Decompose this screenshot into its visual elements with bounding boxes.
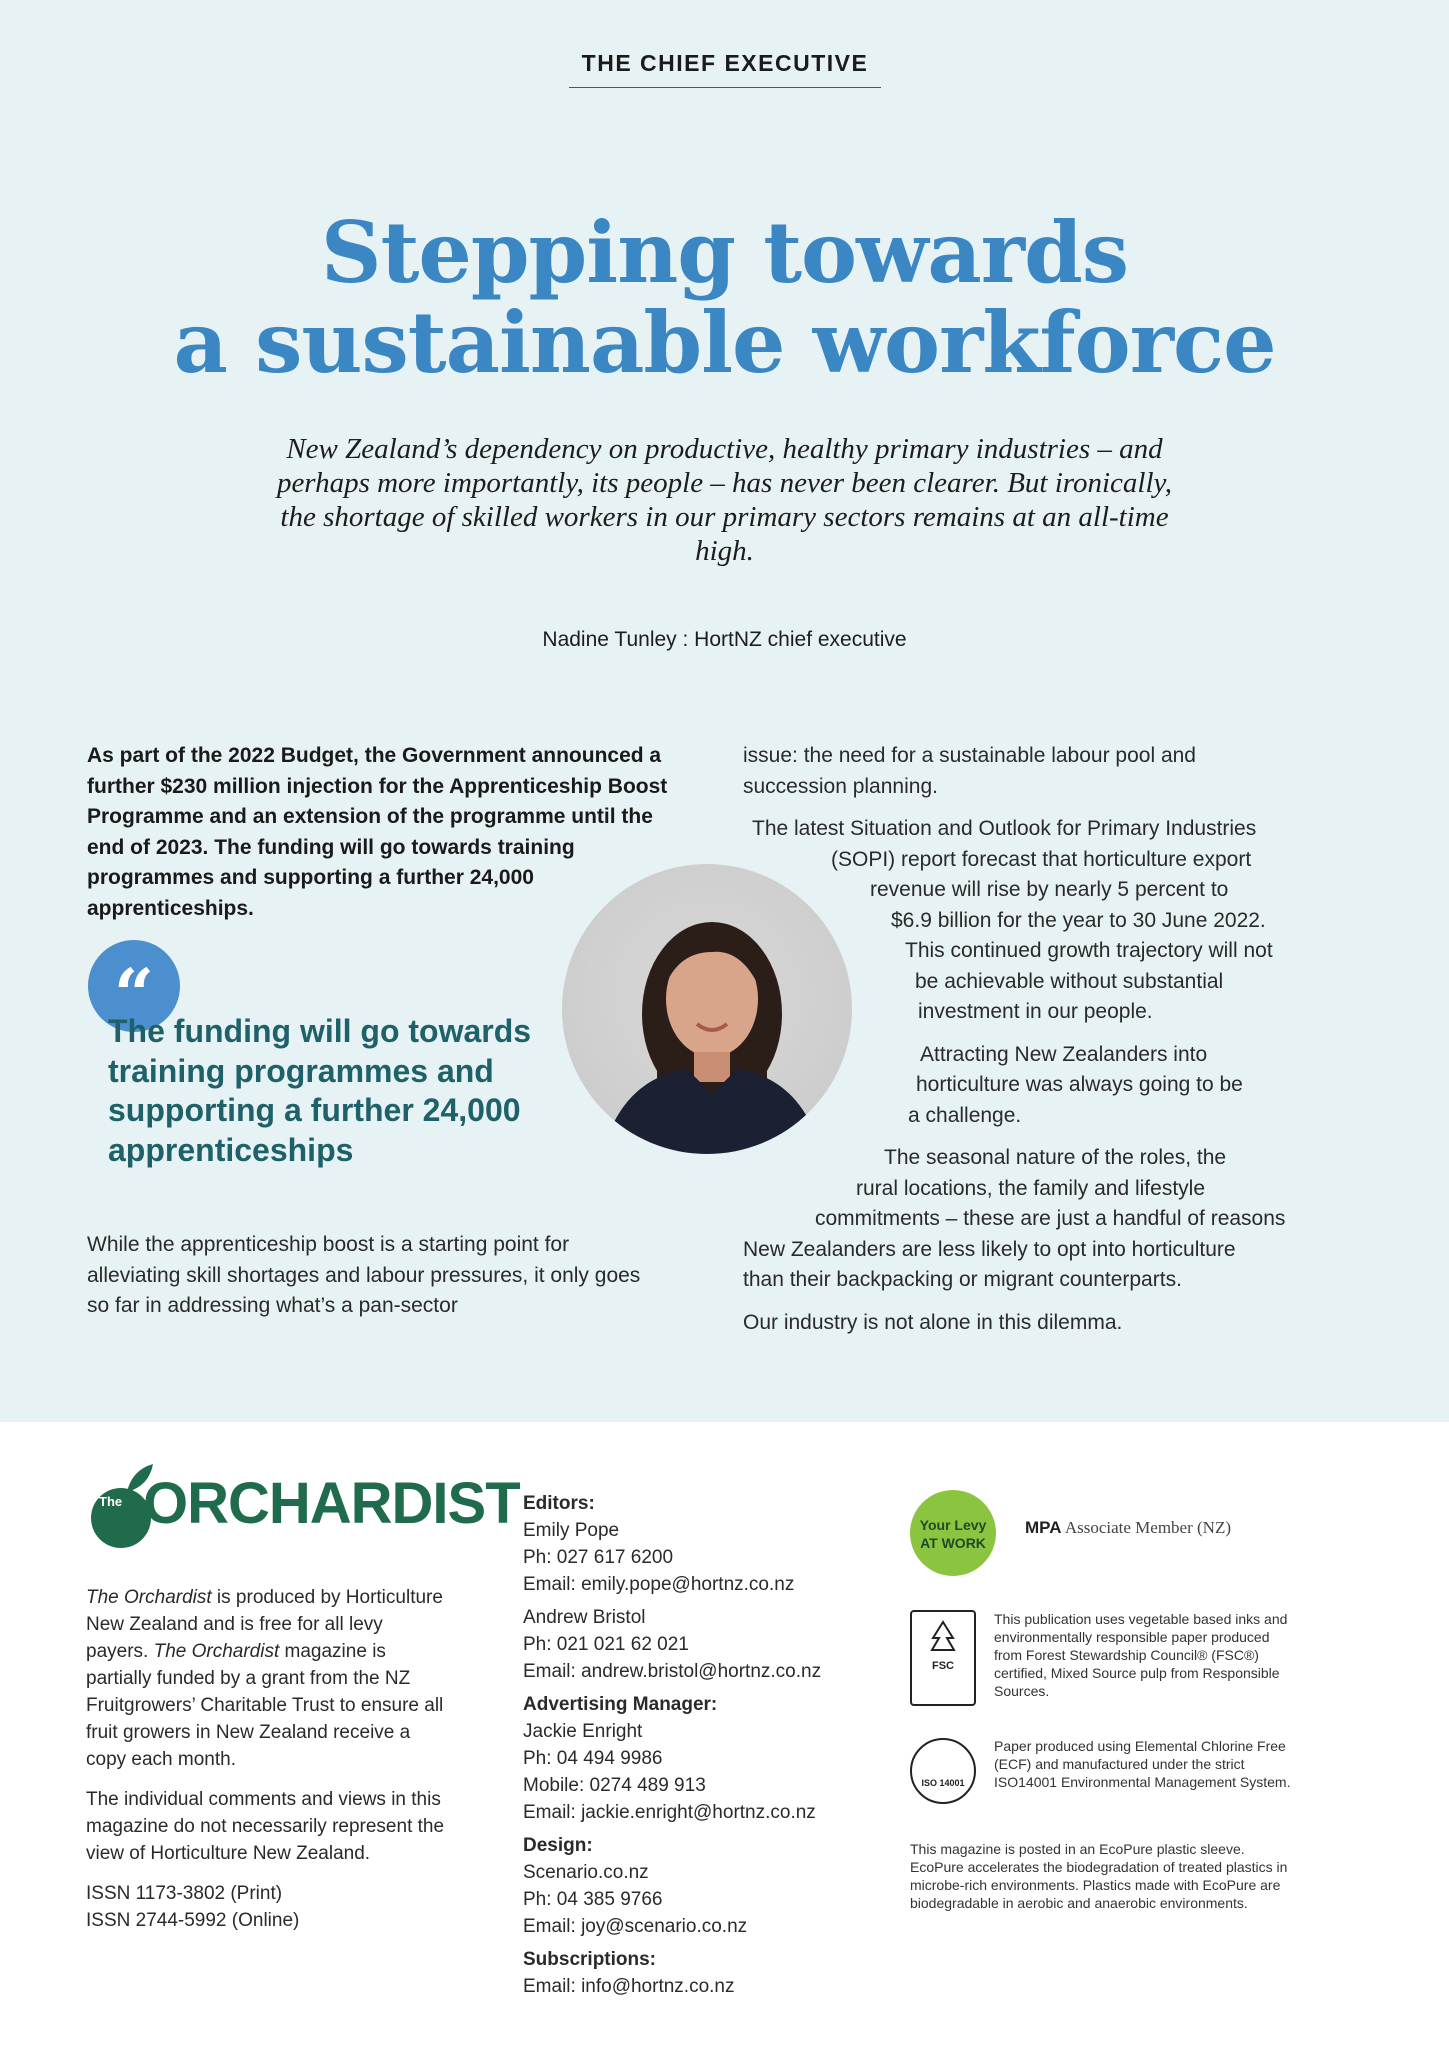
right-column: [743, 741, 1343, 1338]
right-line: $6.9 billion for the year to 30 June 2022.: [891, 908, 1266, 932]
lead-paragraph: As part of the 2022 Budget, the Government announced a further $230 million injection for the Apprenticeship Boost Programme and an extension of the programme until the end of 2023. The funding will go towards training programmes and supporting a further 24,000 apprenticeships.: [87, 744, 668, 920]
blurb-paragraph: [86, 1584, 446, 1773]
fsc-label: FSC: [932, 1660, 954, 1672]
right-line: be achievable without substantial: [915, 969, 1224, 993]
section-label: THE CHIEF EXECUTIVE: [569, 50, 881, 88]
right-line: revenue will rise by nearly 5 percent to: [870, 878, 1229, 901]
mpa-membership: [1025, 1518, 1231, 1538]
design-heading: Design:: [523, 1835, 593, 1856]
design-name: Scenario.co.nz: [523, 1862, 649, 1883]
right-line: (SOPI) report forecast that horticulture export: [831, 847, 1252, 871]
levy-line-2: AT WORK: [920, 1535, 986, 1551]
disclaimer: The individual comments and views in this magazine do not necessarily represent the view of Horticulture New Zealand.: [86, 1789, 445, 1864]
headline: [0, 203, 1449, 392]
right-line: horticulture was always going to be: [916, 1073, 1243, 1096]
editor-email[interactable]: Email: andrew.bristol@hortnz.co.nz: [523, 1661, 822, 1682]
advertising-heading: Advertising Manager:: [523, 1694, 718, 1715]
blurb-text: magazine is partially funded by a grant from the NZ Fruitgrowers’ Charitable Trust to ensure all fruit growers in New Zealand receive a copy each month.: [86, 1641, 444, 1770]
headline-line-2: a sustainable workforce: [173, 293, 1276, 392]
contacts: [523, 1490, 883, 2006]
editor-phone: Ph: 021 021 62 021: [523, 1634, 689, 1655]
advertising-name: Jackie Enright: [523, 1721, 643, 1742]
standfirst: New Zealand’s dependency on productive, healthy primary industries – and perhaps more importantly, its people – has never been clearer. But ironically, the shortage of skilled workers in our primary sectors remains at an all-time high.: [276, 433, 1173, 567]
right-line: commitments – these are just a handful of reasons: [815, 1207, 1286, 1230]
right-line: Attracting New Zealanders into: [920, 1042, 1208, 1066]
design-phone: Ph: 04 385 9766: [523, 1889, 663, 1910]
right-line: The latest Situation and Outlook for Primary Industries: [752, 817, 1257, 840]
advertising-mobile: Mobile: 0274 489 913: [523, 1775, 706, 1796]
byline: Nadine Tunley : HortNZ chief executive: [542, 628, 907, 651]
title-italic: The Orchardist: [153, 1641, 280, 1662]
right-line: investment in our people.: [918, 1000, 1153, 1023]
editors-heading: Editors:: [523, 1493, 595, 1514]
mpa-text: Associate Member (NZ): [1061, 1518, 1231, 1537]
iso-logo-icon: ISO 14001: [910, 1738, 976, 1804]
pull-quote: The funding will go towards training programmes and supporting a further 24,000 apprenticeships: [108, 1013, 532, 1168]
ecopure-statement: This magazine is posted in an EcoPure plastic sleeve. EcoPure accelerates the biodegradation of treated plastics in microbe-rich environments. Plastics made with EcoPure are biodegradable in aerobic and anaerobic environments.: [910, 1841, 1288, 1911]
issn-print: ISSN 1173-3802 (Print): [86, 1883, 283, 1904]
fsc-logo-icon: [910, 1610, 976, 1706]
body-paragraph-left: While the apprenticeship boost is a starting point for alleviating skill shortages and labour pressures, it only goes so far in addressing what’s a pan-sector: [87, 1233, 641, 1317]
levy-badge: [910, 1490, 996, 1576]
quote-mark-icon: “: [88, 940, 180, 1032]
issn-online: ISSN 2744-5992 (Online): [86, 1910, 300, 1931]
right-line: The seasonal nature of the roles, the: [884, 1146, 1227, 1169]
right-line: a challenge.: [908, 1103, 1022, 1127]
right-line: rural locations, the family and lifestyle: [856, 1176, 1205, 1200]
right-line: This continued growth trajectory will not: [905, 939, 1273, 962]
logo-the: The: [99, 1494, 123, 1509]
orchardist-logo: [87, 1462, 520, 1554]
title-italic: The Orchardist: [86, 1587, 212, 1608]
right-line: succession planning.: [743, 774, 938, 798]
editor-email[interactable]: Email: emily.pope@hortnz.co.nz: [523, 1574, 795, 1595]
right-line: issue: the need for a sustainable labour pool and: [743, 744, 1196, 767]
advertising-phone: Ph: 04 494 9986: [523, 1748, 663, 1769]
publication-blurb: [86, 1584, 446, 1934]
editor-name: Emily Pope: [523, 1520, 620, 1541]
advertising-email[interactable]: Email: jackie.enright@hortnz.co.nz: [523, 1802, 816, 1823]
subscriptions-email[interactable]: Email: info@hortnz.co.nz: [523, 1976, 735, 1997]
levy-line-1: Your Levy: [919, 1517, 987, 1533]
design-email[interactable]: Email: joy@scenario.co.nz: [523, 1916, 748, 1937]
right-line: New Zealanders are less likely to opt into horticulture: [743, 1237, 1236, 1261]
mpa-logo: MPA: [1025, 1518, 1062, 1537]
tree-icon: [928, 1618, 958, 1658]
editor-name: Andrew Bristol: [523, 1607, 646, 1628]
right-line: Our industry is not alone in this dilemma.: [743, 1310, 1123, 1334]
iso-statement: Paper produced using Elemental Chlorine Free (ECF) and manufactured under the strict ISO14001 Environmental Management System.: [994, 1738, 1291, 1790]
subscriptions-heading: Subscriptions:: [523, 1949, 657, 1970]
editor-phone: Ph: 027 617 6200: [523, 1547, 674, 1568]
headline-line-1: Stepping towards: [320, 203, 1129, 302]
logo-wordmark: ORCHARDIST: [143, 1471, 520, 1536]
blurb-text: is produced by Horticulture New Zealand and is free for all levy payers.: [86, 1587, 443, 1662]
right-line: than their backpacking or migrant counterparts.: [743, 1268, 1182, 1291]
fsc-statement: This publication uses vegetable based inks and environmentally responsible paper produced from Forest Stewardship Council® (FSC®) certified, Mixed Source pulp from Responsible Sources.: [994, 1611, 1288, 1699]
